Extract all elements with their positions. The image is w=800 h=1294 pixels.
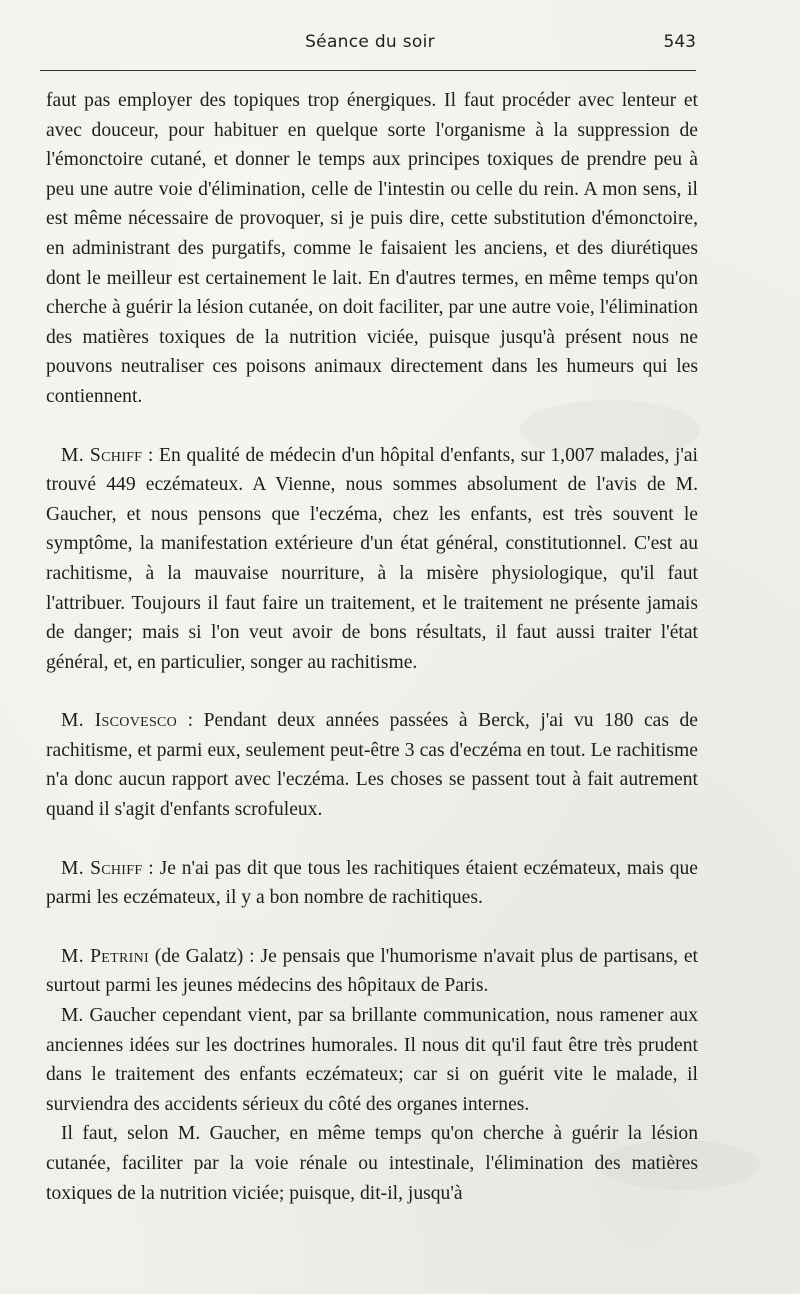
body-text [46, 86, 698, 1208]
paragraph-continuation [46, 86, 698, 412]
paragraph-schiff-reply [46, 854, 698, 913]
paragraph-schiff [46, 441, 698, 678]
speaker-name: M. Petrini [61, 945, 149, 967]
speaker-name: M. Schiff [61, 857, 143, 879]
paragraph-petrini-final [46, 1119, 698, 1208]
paragraph-text: : Pendant deux années passées à Berck, j'ai vu 180 cas de rachitisme, et parmi eux, seulement peut-être 3 cas d'eczéma en tout. Le rachitisme n'a donc aucun rapport avec l'eczéma. Les choses se passent tout à fait autrement quand il s'agit d'enfants scrofuleux. [46, 710, 698, 821]
paragraph-text: Il faut, selon M. Gaucher, en même temps qu'on cherche à guérir la lésion cutanée, faciliter par la voie rénale ou intestinale, l'élimination des matières toxiques de la nutrition viciée; puisque, dit-il, jusqu'à [46, 1123, 698, 1204]
paragraph-text: : En qualité de médecin d'un hôpital d'enfants, sur 1,007 malades, j'ai trouvé 449 eczémateux. A Vienne, nous sommes absolument de l'avis de M. Gaucher, et nous pensons que l'eczéma, chez les enfants, est très souvent le symptôme, la manifestation extérieure d'un état général, constitutionnel. C'est au rachitisme, à la mauvaise nourriture, à la misère physiologique, qu'il faut l'attribuer. Toujours il faut faire un traitement, et le traitement ne présente jamais de danger; mais si l'on veut avoir de bons résultats, il faut aussi traiter l'état général, et, en particulier, songer au rachitisme. [46, 444, 698, 673]
speaker-name: M. Schiff [61, 444, 143, 466]
paragraph-text: (de Galatz) : Je pensais que l'humorisme n'avait plus de partisans, et surtout parmi les jeunes médecins des hôpitaux de Paris. [46, 945, 698, 997]
page-header [40, 32, 700, 60]
paragraph-text: : Je n'ai pas dit que tous les rachitiques étaient eczémateux, mais que parmi les eczémateux, il y a bon nombre de rachitiques. [46, 857, 698, 909]
paragraph-iscovesco [46, 706, 698, 824]
speaker-name: M. Iscovesco [61, 710, 178, 732]
paragraph-petrini-continued [46, 1001, 698, 1119]
page-number: 543 [663, 32, 696, 52]
running-title: Séance du soir [305, 32, 435, 52]
paragraph-petrini [46, 942, 698, 1001]
paragraph-text: M. Gaucher cependant vient, par sa brillante communication, nous ramener aux anciennes idées sur les doctrines humorales. Il nous dit qu'il faut être très prudent dans le traitement des enfants eczémateux; car si on guérit vite le malade, il surviendra des accidents sérieux du côté des organes internes. [46, 1005, 698, 1115]
paragraph-text: faut pas employer des topiques trop énergiques. Il faut procéder avec lenteur et avec douceur, pour habituer en quelque sorte l'organisme à la suppression de l'émonctoire cutané, et donner le temps aux principes toxiques de prendre peu à peu une autre voie d'élimination, celle de l'intestin ou celle du rein. A mon sens, il est même nécessaire de provoquer, si je puis dire, cette substitution d'émonctoire, en administrant des purgatifs, comme le faisaient les anciens, et des diurétiques dont le meilleur est certainement le lait. En d'autres termes, en même temps qu'on cherche à guérir la lésion cutanée, on doit faciliter, par une autre voie, l'élimination des matières toxiques de la nutrition viciée, puisque jusqu'à présent nous ne pouvons neutraliser ces poisons animaux directement dans les humeurs qui les contiennent. [46, 90, 698, 407]
header-rule [40, 70, 696, 71]
